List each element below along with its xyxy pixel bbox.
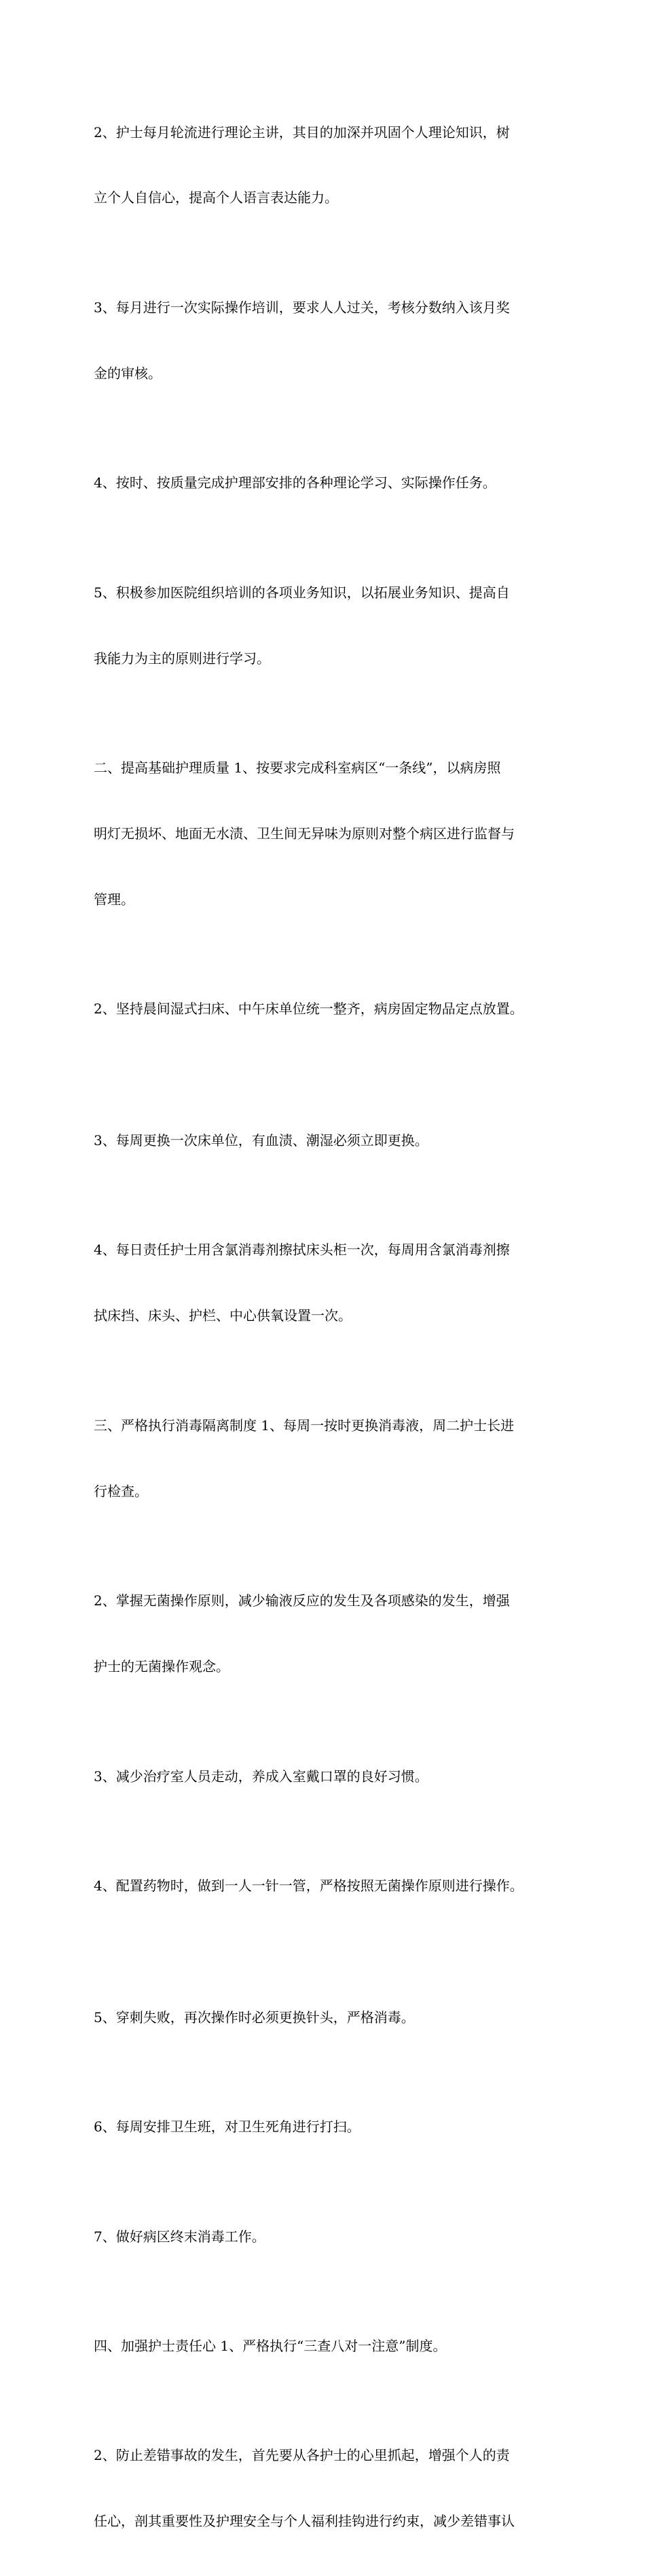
text-line: 二、提高基础护理质量 1、按要求完成科室病区“一条线”，以病房照 <box>94 760 501 777</box>
paragraph-prevent-errors <box>94 2401 562 2576</box>
text-line: 4、按时、按质量完成护理部安排的各种理论学习、实际操作任务。 <box>94 474 496 491</box>
section-two-basic-care <box>94 713 562 954</box>
text-line: 明灯无损坏、地面无水渍、卫生间无异味为原则对整个病区进行监督与 <box>94 825 515 842</box>
text-line: 金的审核。 <box>94 365 162 381</box>
text-line: 我能力为主的原则进行学习。 <box>94 650 270 667</box>
text-line: 管理。 <box>94 891 134 908</box>
text-line: 4、每日责任护士用含氯消毒剂擦拭床头柜一次，每周用含氯消毒剂擦 <box>94 1242 510 1258</box>
text-line: 三、严格执行消毒隔离制度 1、每周一按时更换消毒液，周二护士长进 <box>94 1417 515 1434</box>
paragraph-puncture-failure <box>94 1962 562 2072</box>
text-line: 2、掌握无菌操作原则，减少输液反应的发生及各项感染的发生，增强 <box>94 1592 510 1609</box>
text-line: 5、穿刺失败，再次操作时必须更换针头，严格消毒。 <box>94 2009 415 2026</box>
text-line: 2、护士每月轮流进行理论主讲，其目的加深并巩固个人理论知识，树 <box>94 124 510 141</box>
paragraph-hygiene-shift <box>94 2072 562 2181</box>
paragraph-terminal-disinfection <box>94 2182 562 2291</box>
text-line: 2、防止差错事故的发生，首先要从各护士的心里抓起，增强个人的责 <box>94 2447 510 2464</box>
text-line: 5、积极参加医院组织培训的各项业务知识，以拓展业务知识、提高自 <box>94 584 510 601</box>
paragraph-daily-disinfection <box>94 1195 562 1370</box>
paragraph-hospital-training <box>94 538 562 713</box>
paragraph-aseptic-principle <box>94 1546 562 1721</box>
text-line: 拭床挡、床头、护栏、中心供氧设置一次。 <box>94 1307 352 1324</box>
text-line: 立个人自信心，提高个人语言表达能力。 <box>94 189 338 206</box>
text-line: 7、做好病区终末消毒工作。 <box>94 2228 265 2245</box>
paragraph-treatment-room <box>94 1721 562 1831</box>
text-line: 3、减少治疗室人员走动，养成入室戴口罩的良好习惯。 <box>94 1768 428 1785</box>
paragraph-practical-training <box>94 253 562 428</box>
text-line: 任心，剖其重要性及护理安全与个人福利挂钩进行约束，减少差错事认 <box>94 2513 515 2530</box>
text-line: 护士的无菌操作观念。 <box>94 1658 229 1675</box>
paragraph-weekly-bed-change <box>94 1085 562 1195</box>
text-line: 3、每周更换一次床单位，有血渍、潮湿必须立即更换。 <box>94 1132 428 1149</box>
document-body <box>94 77 562 2576</box>
text-line: 6、每周安排卫生班，对卫生死角进行打扫。 <box>94 2118 361 2135</box>
text-line: 四、加强护士责任心 1、严格执行“三查八对一注意”制度。 <box>94 2337 447 2354</box>
section-three-disinfection <box>94 1370 562 1546</box>
text-line: 行检查。 <box>94 1482 148 1499</box>
text-line: 2、坚持晨间湿式扫床、中午床单位统一整齐，病房固定物品定点放置。 <box>94 1001 523 1018</box>
paragraph-drug-preparation <box>94 1831 562 1940</box>
section-four-responsibility <box>94 2291 562 2400</box>
paragraph-bed-making <box>94 954 562 1064</box>
text-line: 4、配置药物时，做到一人一针一管，严格按照无菌操作原则进行操作。 <box>94 1878 523 1894</box>
paragraph-complete-tasks <box>94 428 562 538</box>
paragraph-theory-lecture <box>94 77 562 253</box>
text-line: 3、每月进行一次实际操作培训，要求人人过关，考核分数纳入该月奖 <box>94 299 510 316</box>
